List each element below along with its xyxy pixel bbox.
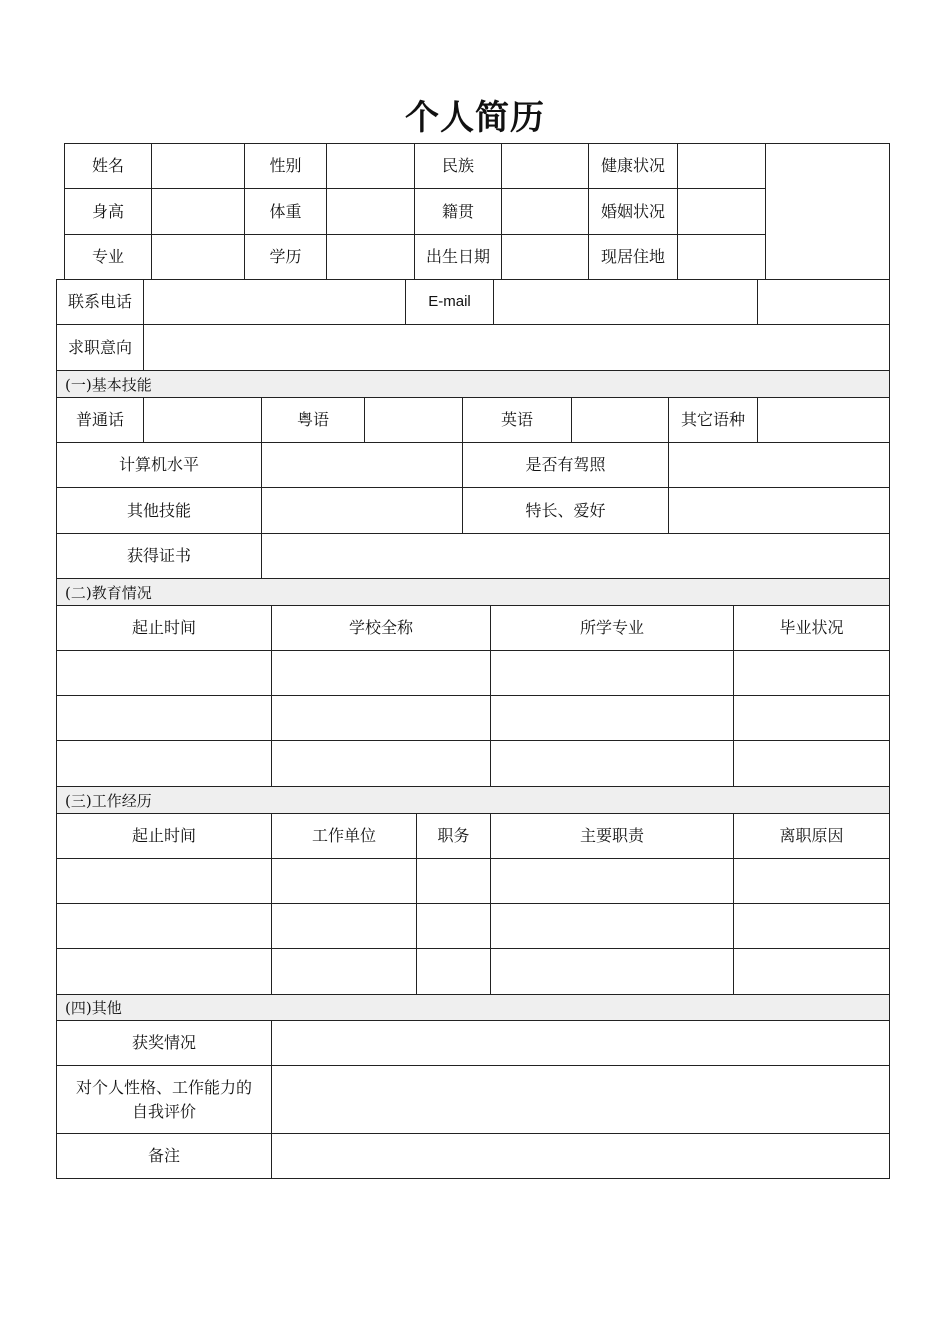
- label-weight: 体重: [244, 188, 327, 235]
- label-birthdate: 出生日期: [414, 234, 502, 280]
- edu-row-3-graduation[interactable]: [733, 740, 890, 787]
- edu-row-2-major[interactable]: [490, 695, 734, 741]
- label-certificates: 获得证书: [56, 533, 262, 579]
- label-remarks: 备注: [56, 1133, 272, 1179]
- label-phone: 联系电话: [56, 279, 144, 325]
- residence-field[interactable]: [677, 234, 766, 280]
- work-row-3-leave-reason[interactable]: [733, 948, 890, 995]
- work-row-2-leave-reason[interactable]: [733, 903, 890, 949]
- label-mandarin: 普通话: [56, 397, 144, 443]
- job-intent-field[interactable]: [143, 324, 890, 371]
- label-job-intent: 求职意向: [56, 324, 144, 371]
- label-cantonese: 粤语: [261, 397, 365, 443]
- label-gender: 性别: [244, 143, 327, 189]
- email-field[interactable]: [493, 279, 758, 325]
- edu-row-3-major[interactable]: [490, 740, 734, 787]
- work-row-2-duties[interactable]: [490, 903, 734, 949]
- edu-col-period: 起止时间: [56, 605, 272, 651]
- label-hobbies: 特长、爱好: [462, 487, 669, 534]
- work-row-2-period[interactable]: [56, 903, 272, 949]
- work-row-1-position[interactable]: [416, 858, 491, 904]
- hometown-field[interactable]: [501, 188, 589, 235]
- work-col-period: 起止时间: [56, 813, 272, 859]
- label-ethnicity: 民族: [414, 143, 502, 189]
- work-row-3-duties[interactable]: [490, 948, 734, 995]
- health-field[interactable]: [677, 143, 766, 189]
- work-row-1-leave-reason[interactable]: [733, 858, 890, 904]
- work-row-3-position[interactable]: [416, 948, 491, 995]
- edu-row-2-graduation[interactable]: [733, 695, 890, 741]
- edu-row-3-period[interactable]: [56, 740, 272, 787]
- self-evaluation-field[interactable]: [271, 1065, 890, 1134]
- work-row-2-position[interactable]: [416, 903, 491, 949]
- work-row-1-employer[interactable]: [271, 858, 417, 904]
- drivers-license-field[interactable]: [668, 442, 890, 488]
- edu-row-1-graduation[interactable]: [733, 650, 890, 696]
- work-row-2-employer[interactable]: [271, 903, 417, 949]
- ethnicity-field[interactable]: [501, 143, 589, 189]
- photo-box[interactable]: [765, 143, 890, 280]
- edu-row-1-period[interactable]: [56, 650, 272, 696]
- label-hometown: 籍贯: [414, 188, 502, 235]
- work-col-position: 职务: [416, 813, 491, 859]
- label-awards: 获奖情况: [56, 1020, 272, 1066]
- label-email: E-mail: [405, 279, 494, 325]
- hobbies-field[interactable]: [668, 487, 890, 534]
- computer-level-field[interactable]: [261, 442, 463, 488]
- label-health: 健康状况: [588, 143, 678, 189]
- work-row-3-employer[interactable]: [271, 948, 417, 995]
- marital-field[interactable]: [677, 188, 766, 235]
- edu-row-3-school[interactable]: [271, 740, 491, 787]
- label-self-evaluation: 对个人性格、工作能力的自我评价: [56, 1065, 272, 1134]
- label-major: 专业: [64, 234, 152, 280]
- section-header-education: (二)教育情况: [56, 578, 890, 606]
- label-height: 身高: [64, 188, 152, 235]
- page-title: 个人简历: [405, 98, 545, 138]
- section-header-work: (三)工作经历: [56, 786, 890, 814]
- education-field[interactable]: [326, 234, 415, 280]
- label-other-language: 其它语种: [668, 397, 758, 443]
- awards-field[interactable]: [271, 1020, 890, 1066]
- label-name: 姓名: [64, 143, 152, 189]
- birthdate-field[interactable]: [501, 234, 589, 280]
- other-language-field[interactable]: [757, 397, 890, 443]
- work-row-1-duties[interactable]: [490, 858, 734, 904]
- remarks-field[interactable]: [271, 1133, 890, 1179]
- label-education: 学历: [244, 234, 327, 280]
- label-drivers-license: 是否有驾照: [462, 442, 669, 488]
- work-row-3-period[interactable]: [56, 948, 272, 995]
- section-header-other: (四)其他: [56, 994, 890, 1021]
- other-skills-field[interactable]: [261, 487, 463, 534]
- edu-col-graduation: 毕业状况: [733, 605, 890, 651]
- cantonese-field[interactable]: [364, 397, 463, 443]
- work-col-duties: 主要职责: [490, 813, 734, 859]
- height-field[interactable]: [151, 188, 245, 235]
- edu-row-1-major[interactable]: [490, 650, 734, 696]
- weight-field[interactable]: [326, 188, 415, 235]
- gender-field[interactable]: [326, 143, 415, 189]
- edu-row-2-period[interactable]: [56, 695, 272, 741]
- certificates-field[interactable]: [261, 533, 890, 579]
- label-other-skills: 其他技能: [56, 487, 262, 534]
- label-computer-level: 计算机水平: [56, 442, 262, 488]
- phone-field[interactable]: [143, 279, 406, 325]
- major-field[interactable]: [151, 234, 245, 280]
- label-english: 英语: [462, 397, 572, 443]
- edu-row-2-school[interactable]: [271, 695, 491, 741]
- mandarin-field[interactable]: [143, 397, 262, 443]
- edu-col-major: 所学专业: [490, 605, 734, 651]
- edu-col-school: 学校全称: [271, 605, 491, 651]
- work-col-leave-reason: 离职原因: [733, 813, 890, 859]
- name-field[interactable]: [151, 143, 245, 189]
- label-residence: 现居住地: [588, 234, 678, 280]
- section-header-skills: (一)基本技能: [56, 370, 890, 398]
- edu-row-1-school[interactable]: [271, 650, 491, 696]
- work-col-employer: 工作单位: [271, 813, 417, 859]
- email-extra-field[interactable]: [757, 279, 890, 325]
- english-field[interactable]: [571, 397, 669, 443]
- work-row-1-period[interactable]: [56, 858, 272, 904]
- label-marital: 婚姻状况: [588, 188, 678, 235]
